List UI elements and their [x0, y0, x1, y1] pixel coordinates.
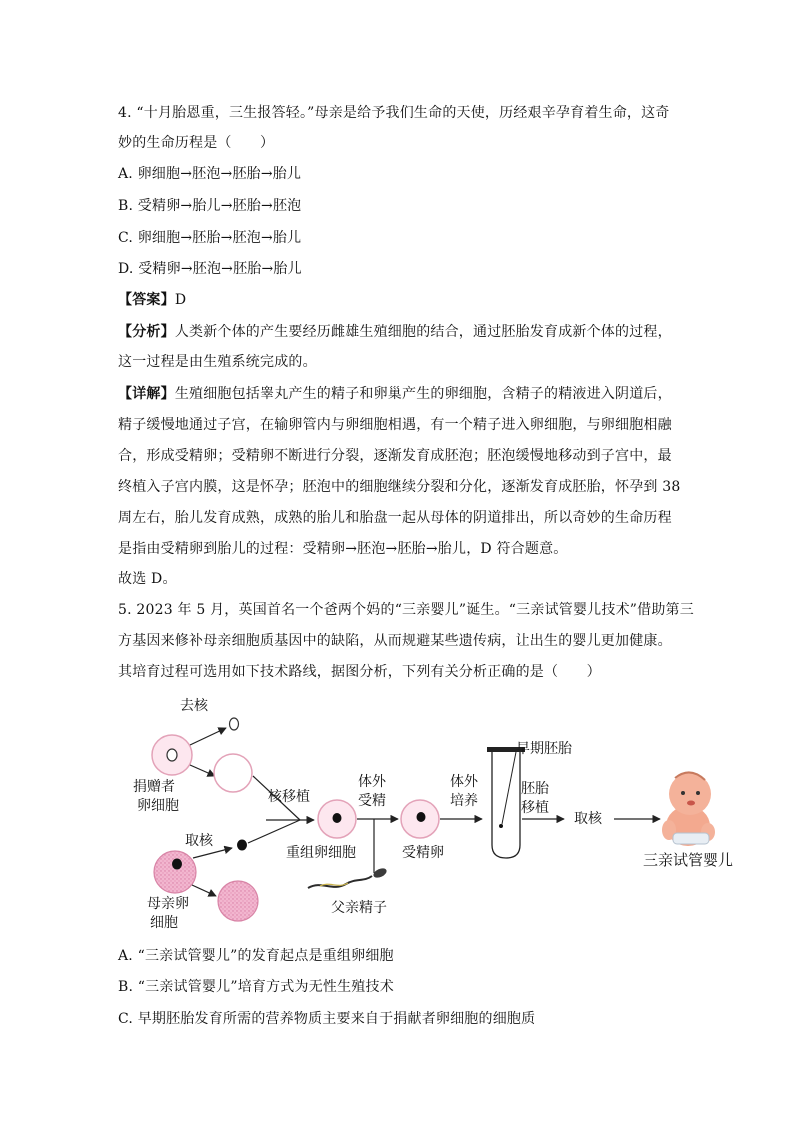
label-early-embryo: 早期胚胎 — [516, 741, 572, 757]
q4-analysis-line-1 — [118, 322, 672, 342]
early-embryo-dot — [499, 824, 503, 828]
q4-option-b: B. 受精卵→胎儿→胚胎→胚泡 — [118, 198, 302, 214]
label-culture-2: 培养 — [450, 793, 478, 809]
extracted-nucleus — [237, 840, 247, 851]
sperm-tail — [308, 876, 372, 888]
label-mother-egg-2: 细胞 — [150, 915, 178, 930]
q4-option-c: C. 卵细胞→胚胎→胚泡→胎儿 — [118, 230, 302, 246]
q4-conclusion: 故选 D。 — [118, 571, 177, 587]
arrow-remove-nucleus — [190, 728, 226, 745]
merge-line-bottom — [248, 820, 300, 843]
detail-text: 生殖细胞包括睾丸产生的精子和卵巢产生的卵细胞，含精子的精液进入阴道后， — [174, 386, 672, 402]
label-nuclear-transfer: 核移植 — [268, 789, 310, 805]
q4-option-d: D. 受精卵→胚泡→胚胎→胎儿 — [118, 261, 302, 277]
arrow-take-nucleus — [193, 848, 232, 858]
q5-option-c: C. 早期胚胎发育所需的营养物质主要来自于捐献者卵细胞的细胞质 — [118, 1011, 536, 1027]
q4-detail-line-6: 是指由受精卵到胎儿的过程：受精卵→胚泡→胚胎→胎儿，D 符合题意。 — [118, 541, 568, 557]
mother-egg-cell — [154, 851, 196, 893]
arrow-enucleated — [190, 765, 215, 776]
label-culture-1: 体外 — [450, 774, 478, 790]
label-recombinant-egg: 重组卵细胞 — [286, 845, 356, 861]
mother-egg-remaining — [218, 881, 258, 921]
enucleated-donor-egg — [214, 754, 252, 792]
arrow-mother-cytoplasm — [192, 885, 216, 896]
label-take-nucleus: 取核 — [185, 833, 213, 849]
analysis-text: 人类新个体的产生要经历雌雄生殖细胞的结合，通过胚胎发育成新个体的过程， — [174, 324, 672, 340]
q4-analysis-line-2: 这一过程是由生殖系统完成的。 — [118, 354, 317, 370]
label-father-sperm: 父亲精子 — [331, 900, 387, 916]
q4-option-a: A. 卵细胞→胚泡→胚胎→胎儿 — [118, 166, 302, 182]
baby-illustration — [662, 772, 715, 846]
q4-stem-line-2: 妙的生命历程是（ ） — [118, 135, 275, 151]
answer-tag: 【答案】 — [118, 292, 175, 308]
q4-detail-line-1 — [118, 384, 672, 404]
q5-option-b: B. “三亲试管婴儿”培育方式为无性生殖技术 — [118, 979, 394, 995]
label-donor-egg-2: 卵细胞 — [137, 798, 179, 814]
q4-detail-line-2: 精子缓慢地通过子宫，在输卵管内与卵细胞相遇，有一个精子进入卵细胞，与卵细胞相融 — [118, 417, 672, 433]
q4-detail-line-5: 周左右，胎儿发育成熟，成熟的胎儿和胎盘一起从母体的阴道排出，所以奇妙的生命历程 — [118, 510, 672, 526]
label-take-nucleus-2: 取核 — [574, 811, 602, 827]
mother-nucleus — [172, 859, 182, 870]
q4-detail-line-3: 合，形成受精卵；受精卵不断进行分裂，逐渐发育成胚泡；胚泡缓慢地移动到子宫中，最 — [118, 448, 672, 464]
q5-stem-line-1: 5. 2023 年 5 月，英国首名一个爸两个妈的“三亲婴儿”诞生。“三亲试管婴儿技术”借助第三 — [118, 602, 694, 618]
removed-nucleus — [230, 718, 239, 730]
zygote-nucleus — [417, 812, 426, 822]
q4-answer — [118, 290, 186, 310]
label-zygote: 受精卵 — [402, 845, 444, 861]
q4-detail-line-4: 终植入子宫内膜，这是怀孕；胚泡中的细胞继续分裂和分化，逐渐发育成胚胎，怀孕到 38 — [118, 479, 681, 495]
donor-nucleus — [167, 749, 177, 761]
label-donor-egg-1: 捐赠者 — [133, 779, 175, 795]
label-embryo-transfer-1: 胚胎 — [521, 781, 549, 797]
three-parent-baby-diagram — [0, 690, 794, 930]
q5-option-a: A. “三亲试管婴儿”的发育起点是重组卵细胞 — [118, 948, 394, 964]
q5-stem-line-3: 其培育过程可选用如下技术路线，据图分析，下列有关分析正确的是（ ） — [118, 664, 601, 680]
recombinant-nucleus — [333, 813, 342, 823]
label-mother-egg-1: 母亲卵 — [147, 896, 189, 912]
label-embryo-transfer-2: 移植 — [521, 800, 549, 816]
detail-tag: 【详解】 — [118, 386, 175, 402]
label-ivf-1: 体外 — [358, 774, 386, 790]
q4-stem-line-1: 4. “十月胎恩重，三生报答轻。”母亲是给予我们生命的天使，历经艰辛孕育着生命，这奇 — [118, 105, 670, 121]
answer-value: D — [174, 292, 187, 308]
label-remove-nucleus: 去核 — [180, 698, 208, 714]
label-ivf-2: 受精 — [358, 793, 386, 809]
q5-stem-line-2: 方基因来修补母亲细胞质基因中的缺陷，从而规避某些遗传病，让出生的婴儿更加健康。 — [118, 633, 672, 649]
label-baby: 三亲试管婴儿 — [643, 851, 734, 869]
analysis-tag: 【分析】 — [118, 324, 175, 340]
